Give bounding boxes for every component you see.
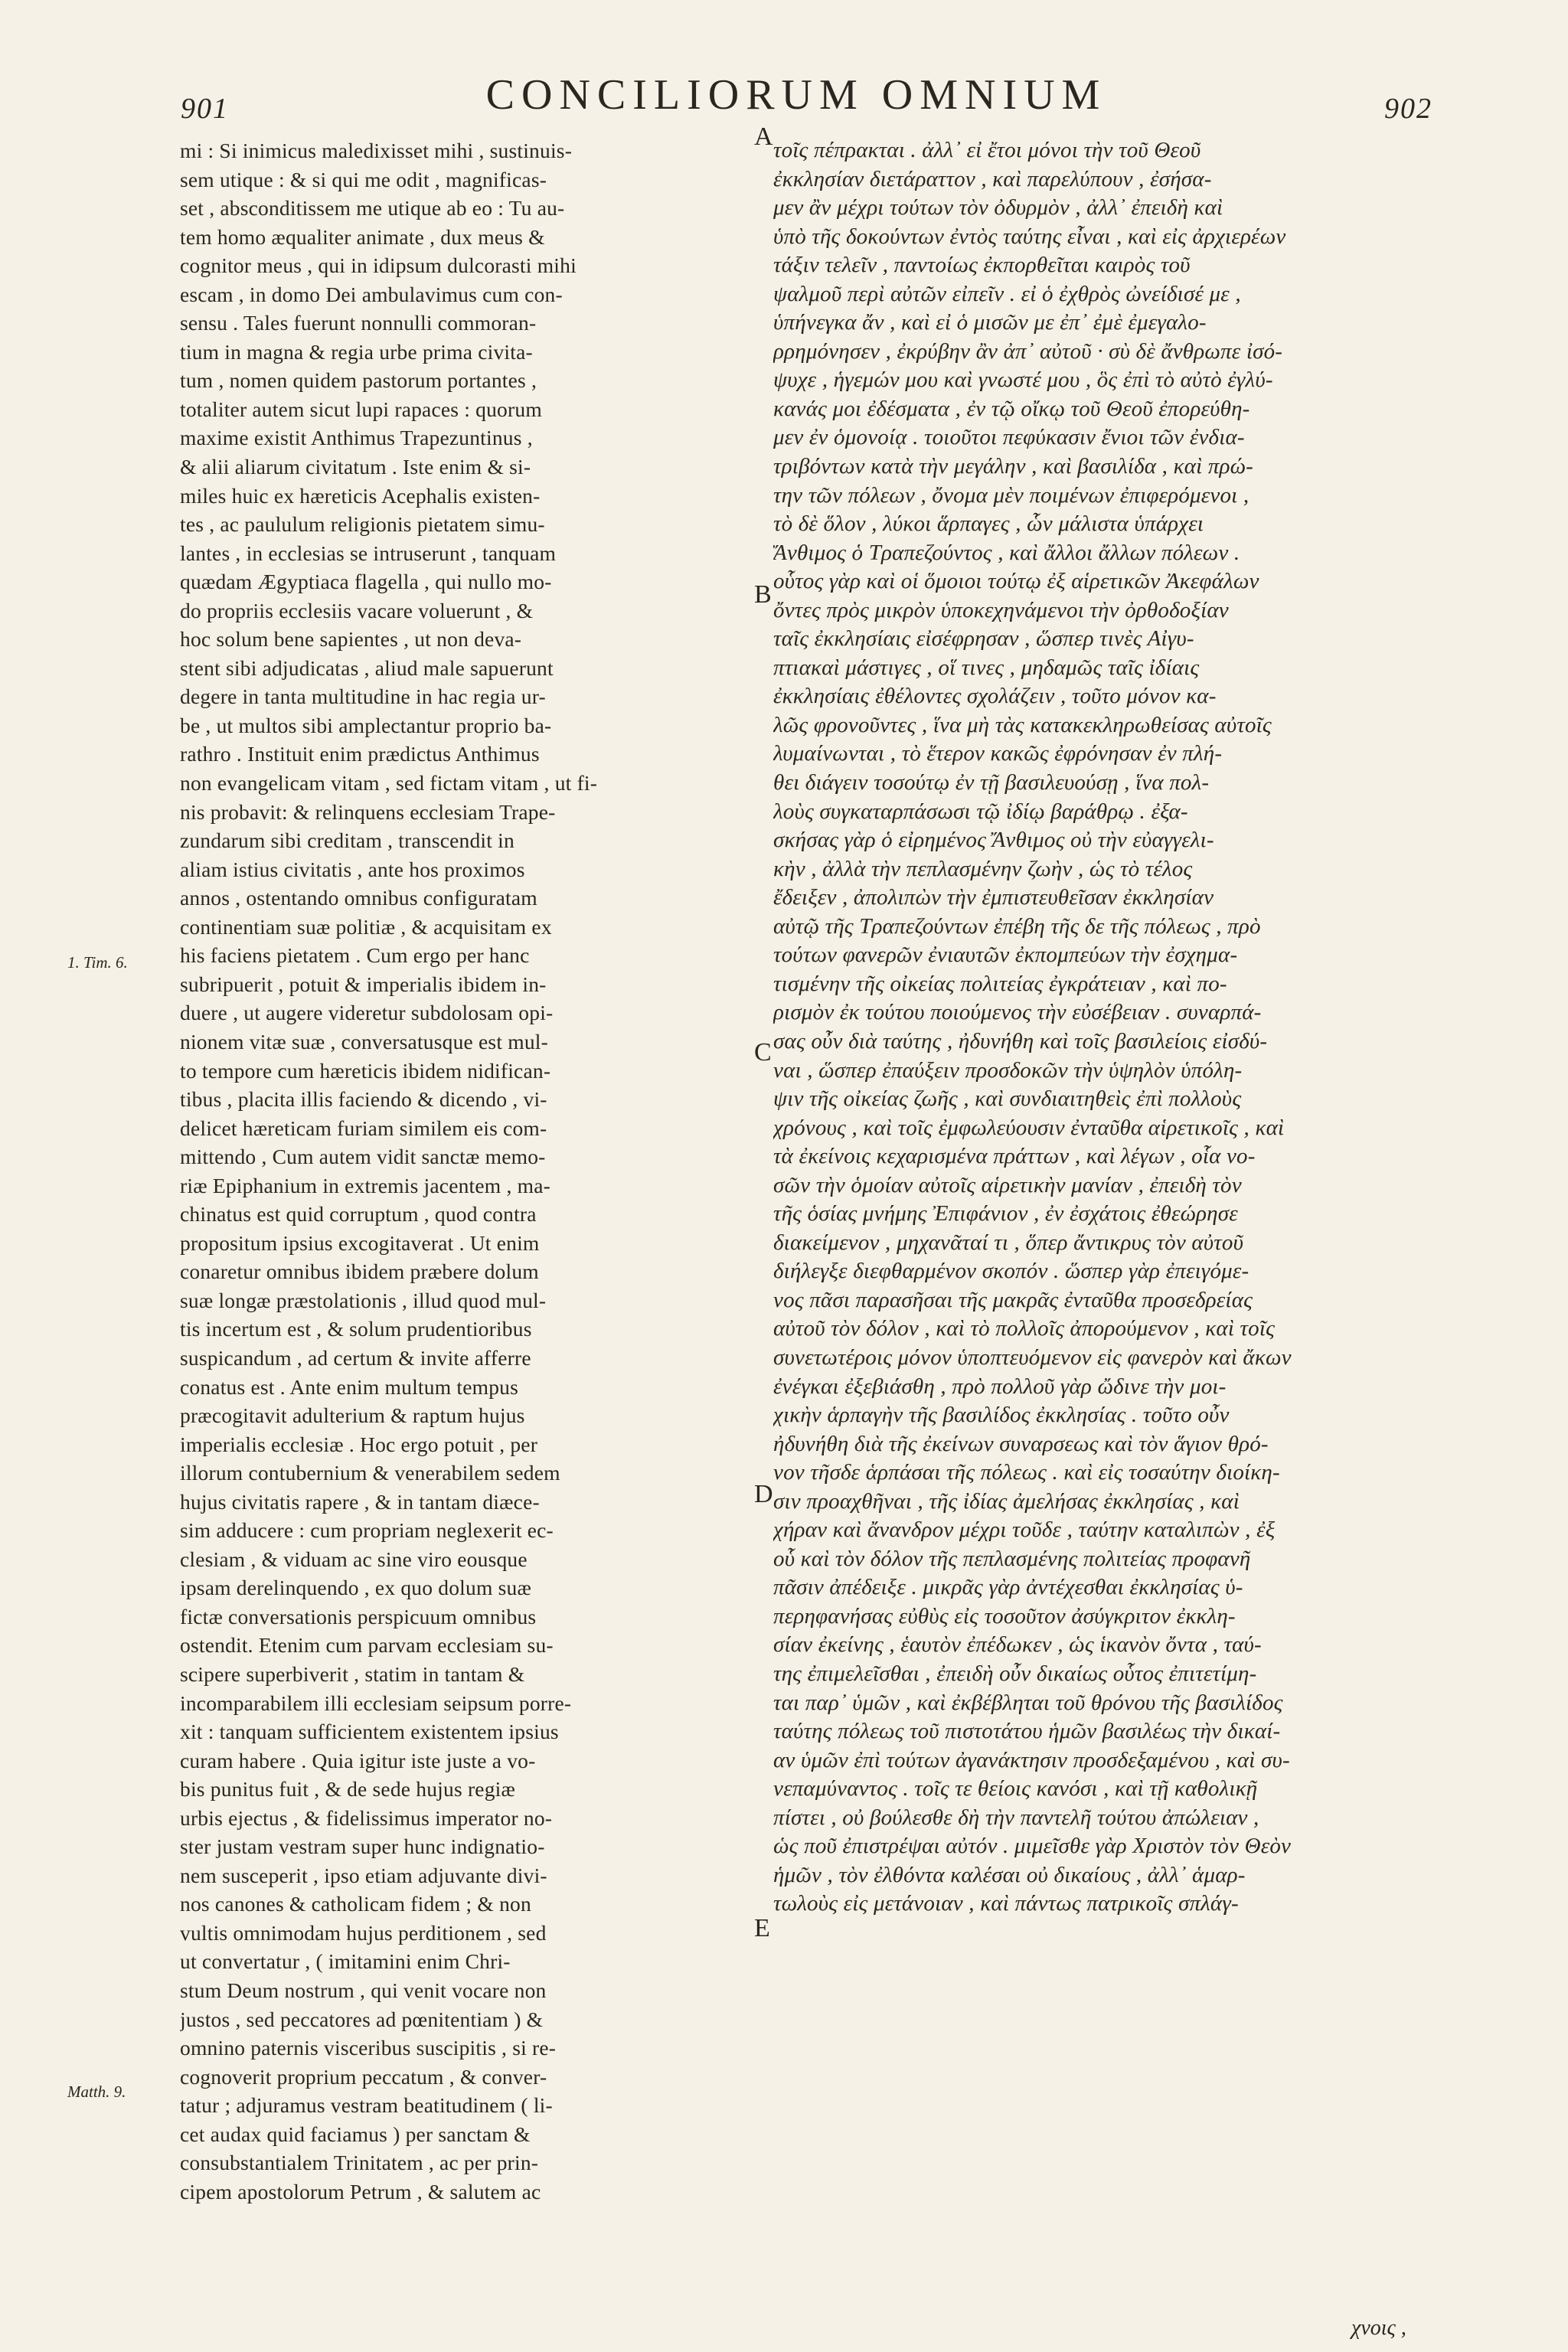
latin-text-line: continentiam suæ politiæ , & acquisitam ex bbox=[180, 914, 552, 939]
latin-text-line: escam , in domo Dei ambulavimus cum con- bbox=[180, 282, 563, 306]
latin-text-line: xit : tanquam sufficientem existentem ipsius bbox=[180, 1720, 559, 1744]
latin-text-line: tum , nomen quidem pastorum portantes , bbox=[180, 368, 537, 393]
latin-text-line: cipem apostolorum Petrum , & salutem ac bbox=[180, 2179, 541, 2203]
latin-column bbox=[180, 136, 750, 2206]
latin-text-line: his faciens pietatem . Cum ergo per hanc bbox=[180, 943, 530, 968]
latin-text-line: tes , ac paululum religionis pietatem simu- bbox=[180, 512, 545, 537]
latin-text-line: justos , sed peccatores ad pœnitentiam ) & bbox=[180, 2007, 544, 2031]
greek-text-line: ταῖς ἐκκλησίαις εἰσέφρησαν , ὥσπερ τινὲς Αἰγυ- bbox=[773, 626, 1194, 652]
latin-text-line: clesiam , & viduam ac sine viro eousque bbox=[180, 1547, 528, 1571]
greek-text-line: ἠδυνήθη διὰ τῆς ἐκείνων συναρσεως καὶ τὸν ἅγιον θρό- bbox=[773, 1431, 1269, 1456]
greek-text-line: πᾶσιν ἀπέδειξε . μικρᾶς γὰρ ἀντέχεσθαι ἐκκλησίας ὑ- bbox=[773, 1575, 1243, 1600]
latin-text-line: subripuerit , potuit & imperialis ibidem in- bbox=[180, 972, 547, 996]
latin-text-line: consubstantialem Trinitatem , ac per prin- bbox=[180, 2151, 539, 2175]
greek-text-line: οὗ καὶ τὸν δόλον τῆς πεπλασμένης πολιτείας προφανῆ bbox=[773, 1546, 1251, 1571]
greek-text-line: ψυχε , ἡγεμών μου καὶ γνωστέ μου , ὃς ἐπὶ τὸ αὐτὸ ἐγλύ- bbox=[773, 368, 1273, 393]
latin-text-line: conaretur omnibus ibidem præbere dolum bbox=[180, 1259, 539, 1284]
section-letter-d: D bbox=[754, 1480, 773, 1508]
latin-text-line: tium in magna & regia urbe prima civita- bbox=[180, 339, 533, 364]
latin-text-line: vultis omnimodam hujus perditionem , sed bbox=[180, 1920, 547, 1945]
greek-text-line: νον τῆσδε ἁρπάσαι τῆς πόλεως . καὶ εἰς τοσαύτην διοίκη- bbox=[773, 1460, 1280, 1485]
greek-text-line: ὄντες πρὸς μικρὸν ὑποκεχηνάμενοι τὴν ὀρθοδοξίαν bbox=[773, 597, 1229, 622]
greek-text-line: την τῶν πόλεων , ὄνομα μὲν ποιμένων ἐπιφερόμενοι , bbox=[773, 482, 1250, 508]
section-letter-e: E bbox=[754, 1914, 770, 1942]
latin-text-line: stent sibi adjudicatas , aliud male sapuerunt bbox=[180, 655, 554, 680]
greek-text-line: ἐκκλησίαν διετάραττον , καὶ παρελύπουν , ἐσήσα- bbox=[773, 166, 1212, 191]
latin-text-line: bis punitus fuit , & de sede hujus regiæ bbox=[180, 1777, 516, 1802]
greek-text-line: τισμένην τῆς οἰκείας πολιτείας ἐγκράτειαν , καὶ πο- bbox=[773, 971, 1227, 996]
latin-text-line: sensu . Tales fuerunt nonnulli commoran- bbox=[180, 311, 537, 335]
greek-text-line: πίστει , οὐ βούλεσθε δὴ τὴν παντελῆ τούτου ἀπώλειαν , bbox=[773, 1805, 1259, 1830]
greek-column bbox=[773, 136, 1409, 1919]
latin-text-line: cognoverit proprium peccatum , & conver- bbox=[180, 2064, 547, 2089]
latin-text-line: sim adducere : cum propriam neglexerit ec- bbox=[180, 1518, 554, 1543]
latin-text-line: conatus est . Ante enim multum tempus bbox=[180, 1374, 519, 1399]
greek-text-line: σας οὖν διὰ ταύτης , ἠδυνήθη καὶ τοῖς βασιλείοις εἰσδύ- bbox=[773, 1028, 1268, 1054]
latin-text-line: cet audax quid faciamus ) per sanctam & bbox=[180, 2122, 531, 2146]
greek-text-line: τὰ ἐκείνοις κεχαρισμένα πράττων , καὶ λέγων , οἷα νο- bbox=[773, 1144, 1256, 1169]
latin-text-line: ut convertatur , ( imitamini enim Chri- bbox=[180, 1949, 511, 1974]
latin-text-line: stum Deum nostrum , qui venit vocare non bbox=[180, 1978, 547, 2002]
latin-text-line: miles huic ex hæreticis Acephalis existen- bbox=[180, 483, 541, 508]
greek-text-line: τοῖς πέπρακται . ἀλλ᾽ εἰ ἔτοι μόνοι τὴν τοῦ Θεοῦ bbox=[773, 138, 1201, 162]
latin-text-line: cognitor meus , qui in idipsum dulcorasti mihi bbox=[180, 253, 577, 278]
greek-text-line: της ἐπιμελεῖσθαι , ἐπειδὴ οὖν δικαίως οὗτος ἐπιτετίμη- bbox=[773, 1661, 1257, 1686]
latin-text-line: maxime existit Anthimus Trapezuntinus , bbox=[180, 426, 533, 450]
latin-text-line: tem homo æqualiter animate , dux meus & bbox=[180, 224, 545, 249]
margin-note-matth: Matth. 9. bbox=[67, 2082, 126, 2101]
greek-text-line: ὑπήνεγκα ἄν , καὶ εἰ ὁ μισῶν με ἐπ᾽ ἐμὲ ἐμεγαλο- bbox=[773, 310, 1207, 335]
section-letter-a: A bbox=[754, 122, 773, 151]
latin-text-line: ster justam vestram super hunc indignatio- bbox=[180, 1834, 545, 1859]
greek-text-line: λοὺς συγκαταρπάσωσι τῷ ἰδίῳ βαράθρῳ . ἐξα- bbox=[773, 799, 1188, 824]
greek-text-line: χρόνους , καὶ τοῖς ἐμφωλεύουσιν ἐνταῦθα αἱρετικοῖς , καὶ bbox=[773, 1115, 1285, 1140]
latin-text-line: fictæ conversationis perspicuum omnibus bbox=[180, 1604, 537, 1628]
running-header bbox=[0, 70, 1568, 132]
latin-text-line: suspicandum , ad certum & invite afferre bbox=[180, 1345, 531, 1370]
latin-text-line: nos canones & catholicam fidem ; & non bbox=[180, 1892, 531, 1916]
greek-text-line: ψιν τῆς οἰκείας ζωῆς , καὶ συνδιαιτηθεὶς ἐπὶ πολλοὺς bbox=[773, 1086, 1242, 1112]
latin-text-line: be , ut multos sibi amplectantur proprio ba- bbox=[180, 713, 552, 737]
latin-text-line: curam habere . Quia igitur iste juste a vo- bbox=[180, 1748, 536, 1772]
greek-text-line: μεν ἐν ὁμονοίᾳ . τοιοῦτοι πεφύκασιν ἔνιοι τῶν ἐνδια- bbox=[773, 425, 1245, 450]
greek-text-line: διακείμενον , μηχανᾶταί τι , ὅπερ ἄντικρυς τὸν αὐτοῦ bbox=[773, 1230, 1244, 1255]
latin-text-line: propositum ipsius excogitaverat . Ut enim bbox=[180, 1230, 540, 1255]
greek-text-line: αὐτοῦ τὸν δόλον , καὶ τὸ πολλοῖς ἀπορούμενον , καὶ τοῖς bbox=[773, 1316, 1276, 1341]
greek-text-line: λῶς φρονοῦντες , ἵνα μὴ τὰς κατακεκληρωθείσας αὐτοῖς bbox=[773, 712, 1272, 737]
latin-text-line: tis incertum est , & solum prudentioribus bbox=[180, 1317, 532, 1341]
latin-text-line: urbis ejectus , & fidelissimus imperator no- bbox=[180, 1805, 553, 1830]
latin-text-line: nem susceperit , ipso etiam adjuvante divi- bbox=[180, 1863, 547, 1887]
latin-text-line: aliam istius civitatis , ante hos proximos bbox=[180, 857, 525, 881]
greek-text-line: ναι , ὥσπερ ἐπαύξειν προσδοκῶν τὴν ὑψηλὸν ὑπόλη- bbox=[773, 1057, 1243, 1083]
latin-text-line: sem utique : & si qui me odit , magnificas- bbox=[180, 167, 547, 191]
latin-text-line: suæ longæ præstolationis , illud quod mul- bbox=[180, 1288, 547, 1312]
latin-text-line: tatur ; adjuramus vestram beatitudinem ( li- bbox=[180, 2093, 553, 2118]
greek-text-line: συνετωτέροις μόνον ὑποπτευόμενον εἰς φανερὸν καὶ ἄκων bbox=[773, 1344, 1292, 1370]
greek-text-line: ἐνέγκαι ἐξεβιάσθη , πρὸ πολλοῦ γὰρ ὤδινε τὴν μοι- bbox=[773, 1374, 1227, 1399]
latin-text-line: tibus , placita illis faciendo & dicendo , vi- bbox=[180, 1087, 547, 1112]
latin-text-line: degere in tanta multitudine in hac regia ur- bbox=[180, 684, 546, 709]
latin-text-line: zundarum sibi creditam , transcendit in bbox=[180, 828, 514, 853]
greek-text-line: τὸ δὲ ὅλον , λύκοι ἅρπαγες , ὧν μάλιστα ὑπάρχει bbox=[773, 511, 1204, 537]
latin-text-line: ipsam derelinquendo , ex quo dolum suæ bbox=[180, 1576, 532, 1600]
latin-text-line: non evangelicam vitam , sed fictam vitam , ut fi- bbox=[180, 771, 598, 795]
latin-text-line: hujus civitatis rapere , & in tantam diæce- bbox=[180, 1489, 540, 1514]
latin-text-line: annos , ostentando omnibus configuratam bbox=[180, 886, 537, 910]
greek-text-line: κὴν , ἀλλὰ τὴν πεπλασμένην ζωὴν , ὡς τὸ τέλος bbox=[773, 856, 1193, 881]
greek-text-line: θει διάγειν τοσούτῳ ἐν τῇ βασιλευούσῃ , ἵνα πολ- bbox=[773, 770, 1210, 795]
greek-text-line: τῆς ὁσίας μνήμης Ἐπιφάνιον , ἐν ἐσχάτοις ἐθεώρησε bbox=[773, 1201, 1238, 1227]
page-number-left: 901 bbox=[181, 93, 229, 125]
greek-text-line: σίαν ἐκείνης , ἑαυτὸν ἐπέδωκεν , ὡς ἱκανὸν ὄντα , ταύ- bbox=[773, 1632, 1262, 1658]
greek-text-line: ἔδειξεν , ἀπολιπὼν τὴν ἐμπιστευθεῖσαν ἐκκλησίαν bbox=[773, 885, 1214, 910]
greek-text-line: τούτων φανερῶν ἐνιαυτῶν ἐκπομπεύων τὴν ἐσχημα- bbox=[773, 942, 1238, 968]
greek-text-line: τριβόντων κατὰ τὴν μεγάλην , καὶ βασιλίδα , καὶ πρώ- bbox=[773, 454, 1253, 479]
greek-text-line: χήραν καὶ ἄνανδρον μέχρι τοῦδε , ταύτην καταλιπὼν , ἐξ bbox=[773, 1517, 1276, 1543]
page-number-right: 902 bbox=[1384, 93, 1432, 125]
latin-text-line: mi : Si inimicus maledixisset mihi , sustinuis- bbox=[180, 139, 573, 162]
latin-text-line: & alii aliarum civitatum . Iste enim & si- bbox=[180, 455, 531, 479]
latin-text-line: lantes , in ecclesias se intruserunt , tanquam bbox=[180, 541, 557, 565]
greek-text-line: αὐτῷ τῆς Τραπεζούντων ἐπέβη τῆς δε τῆς πόλεως , πρὸ bbox=[773, 913, 1261, 939]
latin-text-line: riæ Epiphanium in extremis jacentem , ma- bbox=[180, 1173, 550, 1197]
latin-text-line: rathro . Instituit enim prædictus Anthimus bbox=[180, 742, 540, 766]
latin-text-line: delicet hæreticam furiam similem eis com- bbox=[180, 1116, 547, 1140]
latin-text-line: mittendo , Cum autem vidit sanctæ memo- bbox=[180, 1145, 546, 1169]
greek-text-line: νος πᾶσι παρασῆσαι τῆς μακρᾶς ἐνταῦθα προσεδρείας bbox=[773, 1287, 1253, 1312]
latin-text-line: nionem vitæ suæ , conversatusque est mul- bbox=[180, 1029, 548, 1054]
greek-text-line: τάξιν τελεῖν , παντοίως ἐκπορθεῖται καιρὸς τοῦ bbox=[773, 253, 1191, 278]
latin-text-line: duere , ut augere videretur subdolosam opi- bbox=[180, 1001, 554, 1025]
greek-text-line: αν ὑμῶν ἐπὶ τούτων ἀγανάκτησιν προσδεξαμένου , καὶ συ- bbox=[773, 1747, 1290, 1772]
greek-text-line: λυμαίνωνται , τὸ ἕτερον κακῶς ἐφρόνησαν ἐν πλή- bbox=[773, 741, 1223, 766]
greek-text-line: ψαλμοῦ περὶ αὐτῶν εἰπεῖν . εἰ ὁ ἐχθρὸς ὠνείδισέ με , bbox=[773, 281, 1241, 306]
greek-text-line: οὗτος γὰρ καὶ οἱ ὅμοιοι τούτῳ ἐξ αἱρετικῶν Ἀκεφάλων bbox=[773, 569, 1259, 594]
latin-text-line: imperialis ecclesiæ . Hoc ergo potuit , per bbox=[180, 1432, 538, 1456]
latin-text-line: incomparabilem illi ecclesiam seipsum porre- bbox=[180, 1690, 572, 1715]
greek-text-line: διήλεγξε διεφθαρμένον σκοπόν . ὥσπερ γὰρ ἐπειγόμε- bbox=[773, 1259, 1250, 1284]
latin-text-line: chinatus est quid corruptum , quod contra bbox=[180, 1202, 537, 1227]
greek-text-line: ἡμῶν , τὸν ἐλθόντα καλέσαι οὐ δικαίους , ἀλλ᾽ ἁμαρ- bbox=[773, 1862, 1246, 1887]
latin-text-line: ostendit. Etenim cum parvam ecclesiam su- bbox=[180, 1633, 554, 1658]
greek-text-line: χικὴν ἁρπαγὴν τῆς βασιλίδος ἐκκλησίας . τοῦτο οὖν bbox=[773, 1403, 1230, 1428]
latin-text-line: scipere superbiverit , statim in tantam & bbox=[180, 1661, 525, 1686]
latin-text-line: omnino paternis visceribus suscipitis , si re- bbox=[180, 2036, 557, 2060]
greek-text-line: Ἄνθιμος ὁ Τραπεζούντος , καὶ ἄλλοι ἄλλων πόλεων . bbox=[773, 540, 1240, 565]
latin-text-line: do propriis ecclesiis vacare voluerunt , & bbox=[180, 598, 534, 622]
latin-text-line: set , absconditissem me utique ab eo : Tu au- bbox=[180, 196, 565, 220]
greek-text-line: ὡς ποῦ ἐπιστρέψαι αὐτόν . μιμεῖσθε γὰρ Χριστὸν τὸν Θεὸν bbox=[773, 1834, 1292, 1859]
greek-text-line: σῶν τὴν ὁμοίαν αὐτοῖς αἱρετικὴν μανίαν , ἐπειδὴ τὸν bbox=[773, 1172, 1242, 1197]
greek-text-line: ἐκκλησίαις ἐθέλοντες σχολάζειν , τοῦτο μόνον κα- bbox=[773, 684, 1217, 709]
latin-text-line: hoc solum bene sapientes , ut non deva- bbox=[180, 627, 522, 652]
latin-text-line: to tempore cum hæreticis ibidem nidifican- bbox=[180, 1058, 551, 1083]
margin-note-tim: 1. Tim. 6. bbox=[67, 953, 128, 972]
section-letter-c: C bbox=[754, 1038, 772, 1067]
greek-text-line: μεν ἂν μέχρι τούτων τὸν ὀδυρμὸν , ἀλλ᾽ ἐπειδὴ καὶ bbox=[773, 195, 1223, 220]
greek-text-line: σκήσας γὰρ ὁ εἰρημένος Ἄνθιμος οὐ τὴν εὐαγγελι- bbox=[773, 828, 1214, 853]
greek-text-line: ὑπὸ τῆς δοκούντων ἐντὸς ταύτης εἶναι , καὶ εἰς ἀρχιερέων bbox=[773, 224, 1286, 249]
greek-text-line: ρισμὸν ἐκ τούτου ποιούμενος τὴν εὐσέβειαν . συναρπά- bbox=[773, 1000, 1262, 1025]
greek-text-line: ρρημόνησεν , ἐκρύβην ἂν ἀπ᾽ αὐτοῦ · σὺ δὲ ἄνθρωπε ἰσό- bbox=[773, 338, 1283, 364]
greek-text-line: ται παρ᾽ ὑμῶν , καὶ ἐκβέβληται τοῦ θρόνου τῆς βασιλίδος bbox=[773, 1690, 1283, 1715]
catchword: χνοις , bbox=[1351, 2316, 1406, 2340]
section-letter-b: B bbox=[754, 580, 772, 609]
greek-text-line: περηφανήσας εὐθὺς εἰς τοσοῦτον ἀσύγκριτον ἐκκλη- bbox=[773, 1603, 1236, 1628]
greek-text-line: πτιακαὶ μάστιγες , οἵ τινες , μηδαμῶς ταῖς ἰδίαις bbox=[773, 655, 1200, 680]
greek-text-line: ταύτης πόλεως τοῦ πιστοτάτου ἡμῶν βασιλέως τὴν δικαί- bbox=[773, 1719, 1281, 1744]
greek-text-line: τωλοὺς εἰς μετάνοιαν , καὶ πάντως πατρικοῖς σπλάγ- bbox=[773, 1891, 1239, 1916]
greek-text-line: νεπαμύναντος . τοῖς τε θείοις κανόσι , καὶ τῇ καθολικῇ bbox=[773, 1776, 1258, 1802]
latin-text-line: quædam Ægyptiaca flagella , qui nullo mo- bbox=[180, 570, 552, 594]
latin-text-line: illorum contubernium & venerabilem sedem bbox=[180, 1461, 560, 1485]
latin-text-line: præcogitavit adulterium & raptum hujus bbox=[180, 1403, 525, 1428]
latin-text-line: totaliter autem sicut lupi rapaces : quorum bbox=[180, 397, 542, 421]
greek-text-line: σιν προαχθῆναι , τῆς ἰδίας ἀμελήσας ἐκκλησίας , καὶ bbox=[773, 1488, 1240, 1514]
running-title: CONCILIORUM OMNIUM bbox=[485, 71, 1107, 119]
greek-text-line: κανάς μοι ἐδέσματα , ἐν τῷ οἴκῳ τοῦ Θεοῦ ἐπορεύθη- bbox=[773, 396, 1250, 421]
latin-text-line: nis probavit: & relinquens ecclesiam Trape- bbox=[180, 799, 556, 824]
